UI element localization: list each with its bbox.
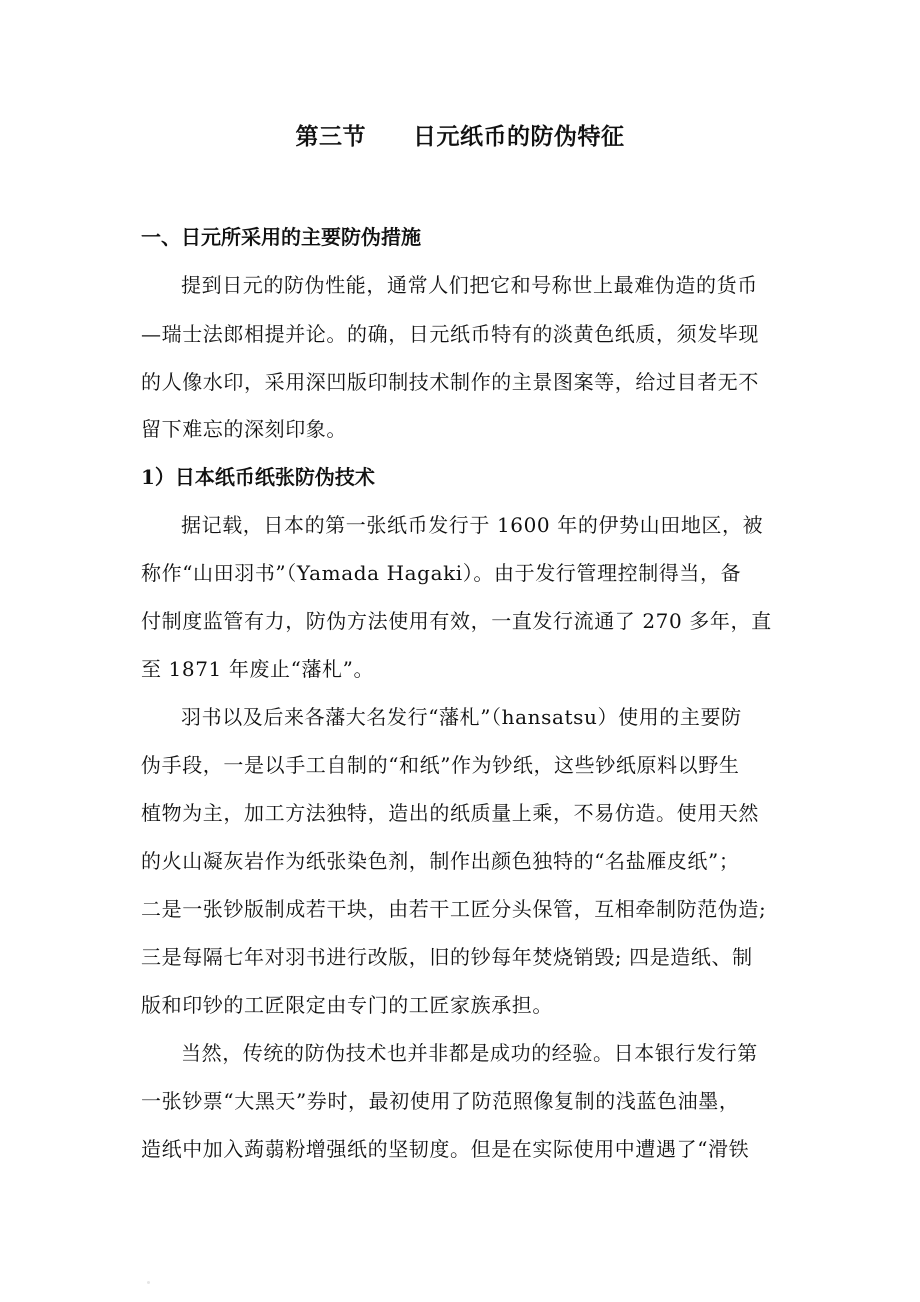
page-speck [147, 1281, 150, 1284]
paragraph-line: 付制度监管有力，防伪方法使用有效，一直发行流通了 270 多年，直 [141, 609, 772, 633]
paragraph-line: 据记载，日本的第一张纸币发行于 1600 年的伊势山田地区，被 [181, 513, 764, 537]
paragraph-line: 至 1871 年废止“藩札”。 [141, 657, 375, 681]
paragraph-line: 留下难忘的深刻印象。 [141, 417, 347, 441]
paragraph-line: 提到日元的防伪性能，通常人们把它和号称世上最难伪造的货币 [181, 273, 758, 297]
subsection-heading: 1）日本纸币纸张防伪技术 [141, 465, 375, 489]
paragraph-line: 植物为主，加工方法独特，造出的纸质量上乘，不易仿造。使用天然 [141, 801, 759, 825]
paragraph-line: 一张钞票“大黑天”券时，最初使用了防范照像复制的浅蓝色油墨， [141, 1089, 740, 1113]
paragraph-line: 三是每隔七年对羽书进行改版，旧的钞每年焚烧销毁; 四是造纸、制 [141, 945, 753, 969]
paragraph-line: 二是一张钞版制成若干块，由若干工匠分头保管，互相牵制防范伪造; [141, 897, 767, 921]
paragraph-line: 造纸中加入蒟蒻粉增强纸的坚韧度。但是在实际使用中遭遇了“滑铁 [141, 1137, 750, 1161]
paragraph-line: 版和印钞的工匠限定由专门的工匠家族承担。 [141, 993, 553, 1017]
paragraph-line: 当然，传统的防伪技术也并非都是成功的经验。日本银行发行第 [181, 1041, 758, 1065]
paragraph-line: 伪手段，一是以手工自制的“和纸”作为钞纸，这些钞纸原料以野生 [141, 753, 740, 777]
section-heading: 一、日元所采用的主要防伪措施 [141, 225, 421, 249]
paragraph-line: —瑞士法郎相提并论。的确，日元纸币特有的淡黄色纸质，须发毕现 [141, 322, 759, 346]
paragraph-line: 称作“山田羽书”（Yamada Hagaki）。由于发行管理控制得当，备 [141, 561, 742, 585]
paragraph-line: 的人像水印，采用深凹版印制技术制作的主景图案等，给过目者无不 [141, 370, 759, 394]
page-title: 第三节 日元纸币的防伪特征 [295, 123, 625, 150]
paragraph-line: 的火山凝灰岩作为纸张染色剂，制作出颜色独特的“名盐雁皮纸”； [141, 849, 740, 873]
paragraph-line: 羽书以及后来各藩大名发行“藩札”（hansatsu）使用的主要防 [181, 705, 742, 729]
